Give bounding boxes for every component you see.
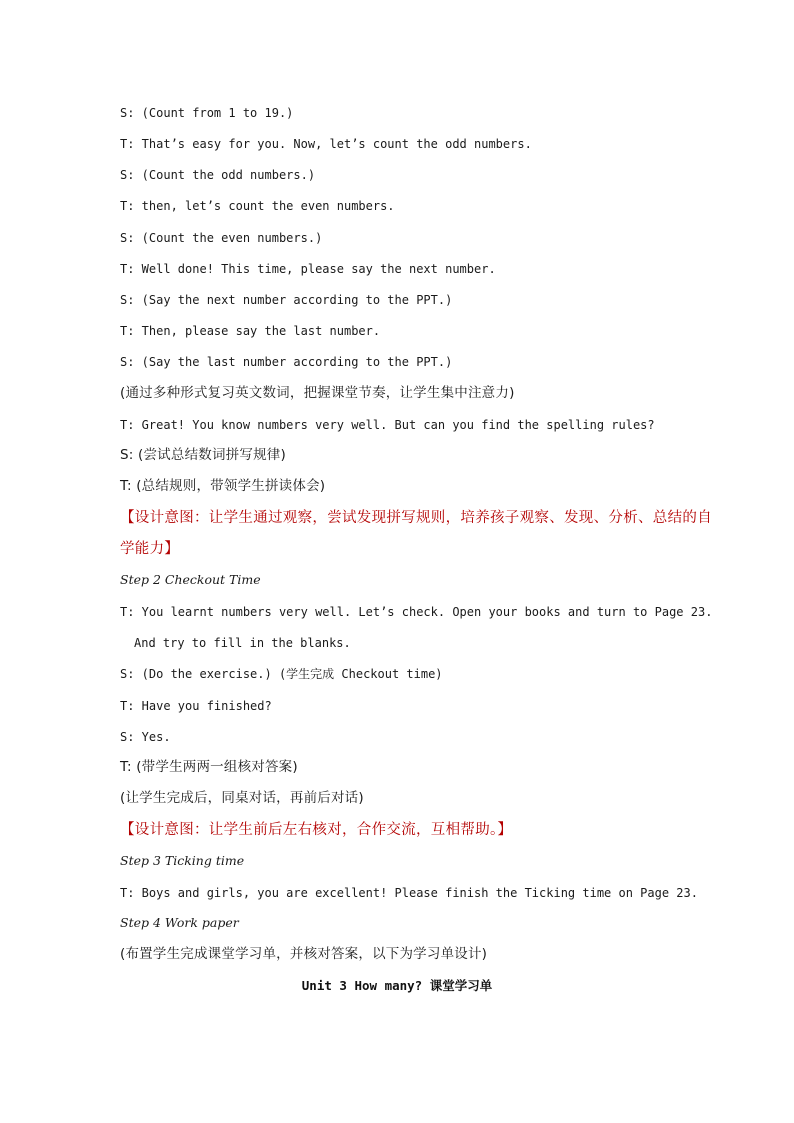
dialogue-line: T: That’s easy for you. Now, let’s count the odd numbers.	[120, 137, 532, 151]
dialogue-line: S: (尝试总结数词拼写规律)	[120, 447, 286, 463]
teaching-note: (让学生完成后，同桌对话，再前后对话)	[120, 790, 364, 806]
dialogue-line: T: then, let’s count the even numbers.	[120, 199, 395, 213]
worksheet-title: Unit 3 How many? 课堂学习单	[301, 978, 493, 993]
teaching-note: (布置学生完成课堂学习单，并核对答案，以下为学习单设计)	[120, 946, 488, 962]
dialogue-line: S: (Say the last number according to the PPT.)	[120, 355, 453, 369]
dialogue-line: T: Boys and girls, you are excellent! Please finish the Ticking time on Page 23.	[120, 886, 698, 900]
dialogue-line: T: Have you finished?	[120, 699, 272, 713]
dialogue-line: S: (Say the next number according to the PPT.)	[120, 293, 453, 307]
dialogue-line: T: You learnt numbers very well. Let’s check. Open your books and turn to Page 23.	[120, 605, 713, 619]
design-intent-note: 【设计意图：让学生前后左右核对，合作交流，互相帮助。】	[120, 822, 513, 838]
dialogue-line: T: (带学生两两一组核对答案)	[120, 759, 298, 775]
dialogue-line: S: (Count the odd numbers.)	[120, 168, 316, 182]
step-heading: Step 3 Ticking time	[120, 853, 245, 868]
dialogue-line: T: (总结规则，带领学生拼读体会)	[120, 478, 326, 494]
dialogue-line-continued: And try to fill in the blanks.	[134, 636, 351, 650]
dialogue-line: S: (Count from 1 to 19.)	[120, 106, 294, 120]
dialogue-line: S: (Do the exercise.) (学生完成 Checkout time)	[120, 667, 443, 681]
dialogue-line: S: (Count the even numbers.)	[120, 231, 323, 245]
dialogue-line: S: Yes.	[120, 730, 171, 744]
dialogue-line: T: Then, please say the last number.	[120, 324, 381, 338]
step-heading: Step 4 Work paper	[120, 915, 239, 930]
dialogue-line: T: Great! You know numbers very well. But can you find the spelling rules?	[120, 418, 655, 432]
step-heading: Step 2 Checkout Time	[120, 572, 261, 587]
dialogue-line: T: Well done! This time, please say the next number.	[120, 262, 496, 276]
design-intent-note-continued: 学能力】	[120, 541, 180, 557]
teaching-note: (通过多种形式复习英文数词，把握课堂节奏，让学生集中注意力)	[120, 385, 515, 401]
design-intent-note: 【设计意图：让学生通过观察，尝试发现拼写规则，培养孩子观察、发现、分析、总结的自	[120, 510, 712, 526]
